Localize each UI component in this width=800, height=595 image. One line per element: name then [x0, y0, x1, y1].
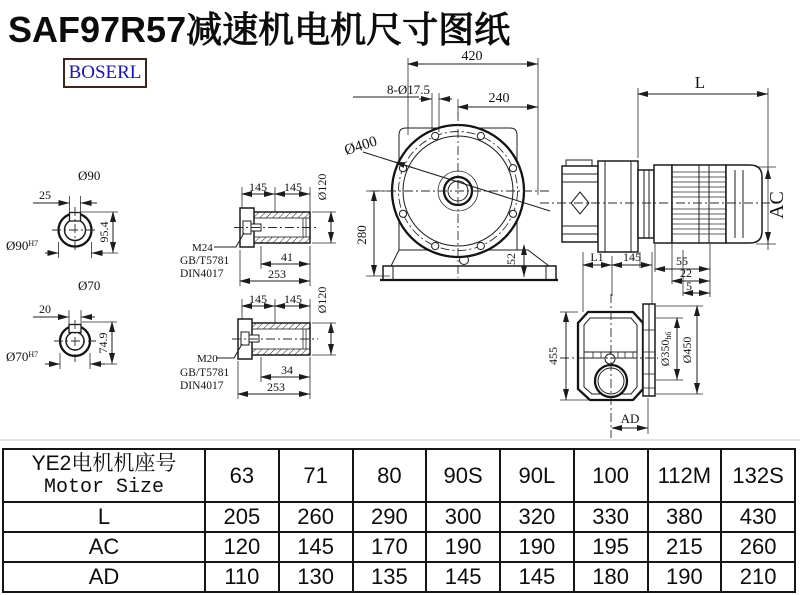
table-header-motor-size: [3, 449, 205, 502]
page-title: SAF97R57减速机电机尺寸图纸: [8, 9, 511, 50]
row-label: AC: [3, 532, 205, 562]
table-cell: 170: [353, 532, 427, 562]
motor-dim-AC-label: AC: [766, 191, 788, 219]
col-header: 71: [279, 449, 353, 502]
side-spigot-dia-label: Ø350h6: [658, 331, 673, 367]
motor-dim-22-label: 22: [680, 266, 692, 280]
motor-size-table: [2, 448, 796, 593]
front-flange-dia-label: Ø400: [342, 133, 380, 159]
row-label: L: [3, 502, 205, 532]
motor-dim-5-label: 5: [686, 279, 692, 293]
header-en: Motor Size: [43, 476, 165, 499]
table-cell: 145: [500, 562, 574, 592]
shaft70-dia-label: Ø70: [78, 278, 101, 293]
motor-dim-145-label: 145: [623, 250, 641, 264]
hollow-shaft-m20-view: [180, 287, 336, 399]
hollow-top-len-a: 145: [249, 180, 267, 194]
shaft90-bore-label: $Ø90^{H7}$: [6, 238, 39, 253]
table-cell: 120: [205, 532, 279, 562]
table-cell: 180: [574, 562, 648, 592]
table-header-row: [3, 449, 795, 502]
table-cell: 210: [721, 562, 795, 592]
table-cell: 290: [353, 502, 427, 532]
table-row-AD: [3, 562, 795, 592]
hollow-top-screw-len: 41: [281, 250, 293, 264]
side-dim-AD-label: AD: [620, 411, 640, 426]
col-header: 80: [353, 449, 427, 502]
hollow-top-dia-label: Ø120: [315, 173, 329, 201]
side-dim-455-label: 455: [546, 347, 560, 365]
hollow-top-total-len: 253: [268, 267, 286, 281]
table-cell: 190: [648, 562, 722, 592]
side-flange-dia-label: Ø450: [680, 336, 694, 364]
col-header: 100: [574, 449, 648, 502]
shaft70-key-height-label: 74.9: [96, 332, 110, 354]
table-cell: 430: [721, 502, 795, 532]
table-cell: 215: [648, 532, 722, 562]
table-cell: 300: [426, 502, 500, 532]
hollow-bot-total-len: 253: [267, 380, 285, 394]
col-header: 90S: [426, 449, 500, 502]
hollow-top-len-b: 145: [284, 180, 302, 194]
hollow-bot-dia-label: Ø120: [315, 286, 329, 314]
front-view: [342, 49, 558, 280]
hollow-bot-std2-label: DIN4017: [180, 380, 224, 392]
table-row-L: [3, 502, 795, 532]
hollow-top-thread-label: M24: [192, 242, 213, 254]
table-cell: 320: [500, 502, 574, 532]
table-cell: 190: [500, 532, 574, 562]
motor-dim-L-label: L: [694, 73, 706, 92]
shaft90-key-height-label: 95.4: [97, 221, 111, 243]
table-cell: 135: [353, 562, 427, 592]
hollow-top-std2-label: DIN4017: [180, 268, 224, 280]
shaft70-key-width-label: 20: [39, 302, 51, 316]
table-row-AC: [3, 532, 795, 562]
front-dim-280-label: 280: [354, 225, 369, 245]
hollow-bot-len-a: 145: [249, 292, 267, 306]
table-cell: 260: [721, 532, 795, 562]
shaft90-key-width-label: 25: [39, 188, 51, 202]
brand-logo-text: BOSERL: [68, 62, 142, 83]
hollow-top-std1-label: GB/T5781: [180, 255, 230, 267]
table-cell: 260: [279, 502, 353, 532]
hollow-shaft-m24-view: [180, 174, 336, 286]
row-label: AD: [3, 562, 205, 592]
table-cell: 205: [205, 502, 279, 532]
col-header: 63: [205, 449, 279, 502]
col-header: 132S: [721, 449, 795, 502]
header-cn: YE2电机机座号: [31, 452, 177, 475]
table-cell: 130: [279, 562, 353, 592]
table-cell: 145: [426, 562, 500, 592]
table-cell: 110: [205, 562, 279, 592]
table-cell: 145: [279, 532, 353, 562]
shaft90-dia-label: Ø90: [78, 168, 101, 183]
hollow-bot-screw-len: 34: [281, 363, 293, 377]
front-dim-52-label: 52: [504, 253, 518, 265]
hollow-bot-std1-label: GB/T5781: [180, 367, 230, 379]
col-header: 112M: [648, 449, 722, 502]
solid-shaft-90-section: [6, 168, 118, 258]
table-cell: 330: [574, 502, 648, 532]
motor-dim-L1-label: L1: [590, 250, 604, 264]
solid-shaft-70-section: [6, 278, 117, 369]
table-cell: 380: [648, 502, 722, 532]
hollow-bot-len-b: 145: [284, 292, 302, 306]
motor-dim-55-label: 55: [676, 254, 688, 268]
col-header: 90L: [500, 449, 574, 502]
output-side-view: [546, 294, 703, 438]
motor-side-view: [540, 73, 788, 312]
table-cell: 190: [426, 532, 500, 562]
front-dim-420-label: 420: [461, 49, 483, 64]
hollow-bot-thread-label: M20: [197, 353, 218, 365]
front-dim-240-label: 240: [488, 91, 510, 106]
shaft70-bore-label: $Ø70^{H7}$: [6, 349, 39, 364]
front-bolt-holes-label: 8-Ø17.5: [387, 82, 430, 97]
table-cell: 195: [574, 532, 648, 562]
